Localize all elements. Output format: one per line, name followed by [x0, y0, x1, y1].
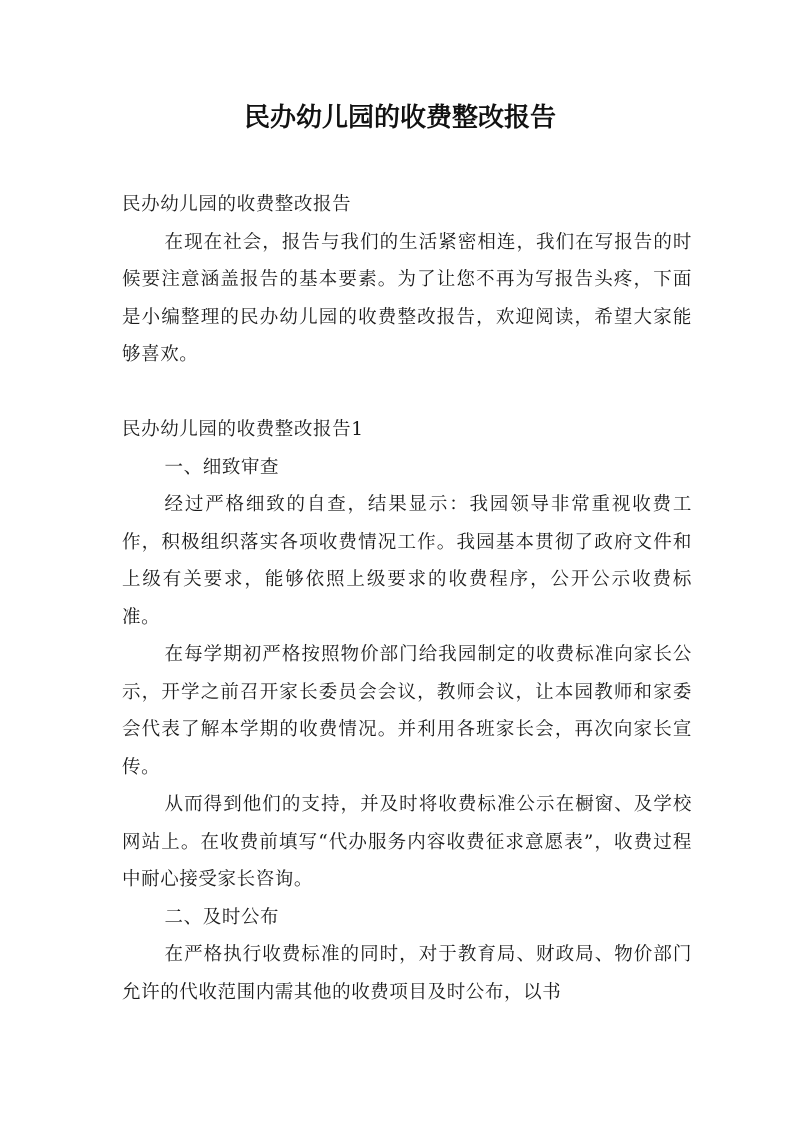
intro-heading: 民办幼儿园的收费整改报告: [122, 194, 352, 215]
report-1-heading: 民办幼儿园的收费整改报告1: [122, 419, 364, 440]
intro-paragraph: 在现在社会，报告与我们的生活紧密相连，我们在写报告的时候要注意涵盖报告的基本要素。为了让您不再为写报告头疼，下面是小编整理的民办幼儿园的收费整改报告，欢迎阅读，希望大家能够喜欢。: [122, 231, 692, 365]
section-1-heading: 一、细致审查: [164, 456, 280, 478]
section-2-heading: 二、及时公布: [164, 906, 280, 928]
section-2-paragraph: 在严格执行收费标准的同时，对于教育局、财政局、物价部门允许的代收范围内需其他的收费项目及时公布，以书: [122, 944, 692, 1003]
document-body: [122, 186, 692, 1011]
blank-line: [122, 374, 692, 412]
section-1-paragraph: 在每学期初严格按照物价部门给我园制定的收费标准向家长公示，开学之前召开家长委员会会议，教师会议，让本园教师和家委会代表了解本学期的收费情况。并利用各班家长会，再次向家长宣传。: [122, 644, 692, 778]
section-1-paragraph: 从而得到他们的支持，并及时将收费标准公示在橱窗、及学校网站上。在收费前填写“代办服务内容收费征求意愿表”，收费过程中耐心接受家长咨询。: [122, 794, 692, 890]
document-title: 民办幼儿园的收费整改报告: [243, 103, 556, 133]
section-1-paragraph: 经过严格细致的自查，结果显示：我园领导非常重视收费工作，积极组织落实各项收费情况工作。我园基本贯彻了政府文件和上级有关要求，能够依照上级要求的收费程序，公开公示收费标准。: [122, 494, 692, 628]
